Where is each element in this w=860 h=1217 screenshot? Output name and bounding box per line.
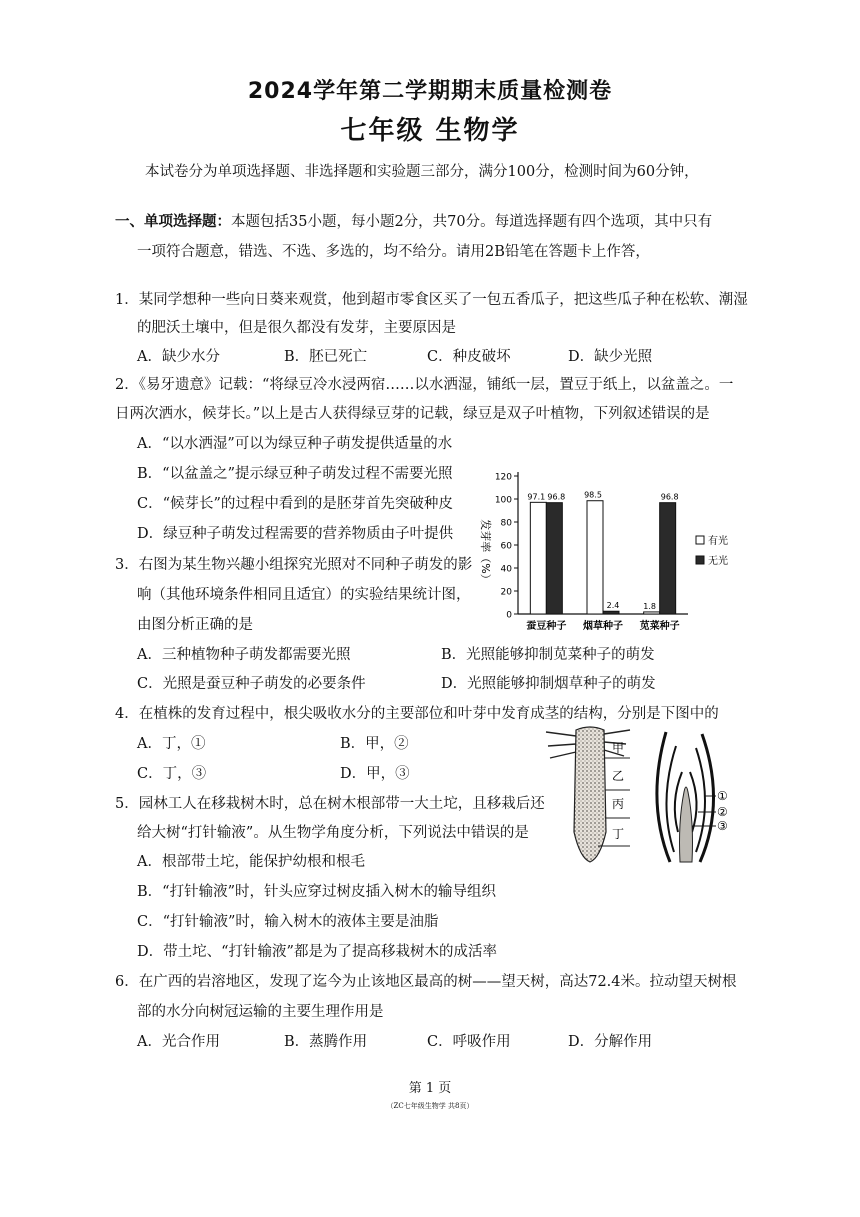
chart-bar bbox=[546, 503, 562, 614]
chart-data-label: 96.8 bbox=[660, 492, 679, 502]
q5-option-a: A．根部带土坨，能保护幼根和根毛 bbox=[137, 854, 365, 870]
chart-bar bbox=[644, 612, 660, 614]
q3-option-d: D．光照能够抑制烟草种子的萌发 bbox=[441, 676, 656, 692]
section-text-line1: 本题包括35小题，每小题2分，共70分。每道选择题有四个选项，其中只有 bbox=[231, 214, 713, 230]
q6-option-b: B．蒸腾作用 bbox=[284, 1034, 368, 1050]
chart-data-label: 96.8 bbox=[547, 492, 566, 502]
q4-line1: 4．在植株的发育过程中，根尖吸收水分的主要部位和叶芽中发育成茎的结构，分别是下图中的 bbox=[115, 706, 719, 722]
chart-ytick-label: 0 bbox=[506, 610, 512, 621]
root-tip-shape bbox=[574, 727, 606, 862]
q4-option-a: A．丁，① bbox=[137, 736, 206, 752]
q6-line2: 部的水分向树冠运输的主要生理作用是 bbox=[137, 1004, 384, 1020]
section-heading: 一、单项选择题： bbox=[115, 214, 231, 230]
q2-option-d: D．绿豆种子萌发过程需要的营养物质由子叶提供 bbox=[137, 526, 454, 542]
chart-data-label: 97.1 bbox=[527, 492, 546, 502]
chart-ytick-label: 100 bbox=[494, 495, 512, 506]
chart-legend-swatch bbox=[696, 536, 704, 544]
root-tip-diagram bbox=[538, 722, 638, 870]
page-number: 第 1 页 bbox=[408, 1081, 452, 1096]
chart-bar bbox=[660, 503, 676, 614]
q2-line2: 日两次洒水，候芽长。”以上是古人获得绿豆芽的记载，绿豆是双子叶植物，下列叙述错误的是 bbox=[115, 406, 710, 422]
chart-legend-swatch bbox=[696, 556, 704, 564]
q3-option-c: C．光照是蚕豆种子萌发的必要条件 bbox=[137, 676, 366, 692]
chart-ytick-label: 40 bbox=[500, 564, 512, 575]
chart-bar bbox=[603, 611, 619, 614]
q6-option-d: D．分解作用 bbox=[568, 1034, 653, 1050]
chart-ytick-label: 80 bbox=[500, 518, 512, 529]
q1-option-c: C．种皮破坏 bbox=[427, 349, 511, 365]
chart-bar bbox=[587, 501, 603, 614]
chart-category-label: 烟草种子 bbox=[583, 621, 623, 632]
q2-option-b: B．“以盆盖之”提示绿豆种子萌发过程不需要光照 bbox=[137, 466, 453, 482]
chart-ytick-label: 120 bbox=[494, 472, 512, 483]
q3-option-b: B．光照能够抑制苋菜种子的萌发 bbox=[441, 647, 655, 663]
page-subtitle: 七年级 生物学 bbox=[340, 116, 520, 146]
chart-data-label: 1.8 bbox=[643, 601, 657, 611]
germination-chart bbox=[470, 462, 740, 642]
q6-option-a: A．光合作用 bbox=[137, 1034, 220, 1050]
page-title: 2024学年第二学期期末质量检测卷 bbox=[247, 79, 613, 104]
q1-option-d: D．缺少光照 bbox=[568, 349, 653, 365]
root-label-yi: 乙 bbox=[612, 769, 625, 783]
chart-ytick-label: 60 bbox=[500, 541, 512, 552]
q3-line3: 由图分析正确的是 bbox=[137, 617, 253, 633]
section-text-line2: 一项符合题意，错选、不选、多选的，均不给分。请用2B铅笔在答题卡上作答， bbox=[137, 244, 650, 260]
q2-option-a: A．“以水洒湿”可以为绿豆种子萌发提供适量的水 bbox=[137, 436, 453, 452]
chart-category-label: 蚕豆种子 bbox=[526, 621, 567, 632]
chart-ylabel: 发芽率（%） bbox=[479, 519, 492, 585]
chart-legend-label: 有光 bbox=[708, 536, 728, 547]
chart-legend-label: 无光 bbox=[708, 556, 728, 567]
q3-line1: 3．右图为某生物兴趣小组探究光照对不同种子萌发的影 bbox=[115, 557, 473, 573]
q2-option-c: C．“候芽长”的过程中看到的是胚芽首先突破种皮 bbox=[137, 496, 453, 512]
bud-label-3: ③ bbox=[717, 819, 728, 833]
q5-option-c: C．“打针输液”时，输入树木的液体主要是油脂 bbox=[137, 914, 439, 930]
q1-option-b: B．胚已死亡 bbox=[284, 349, 368, 365]
q5-option-b: B．“打针输液”时，针头应穿过树皮插入树木的输导组织 bbox=[137, 884, 496, 900]
page-footer-note: （ZC七年级生物学 共8页） bbox=[386, 1102, 474, 1110]
root-label-ding: 丁 bbox=[612, 827, 625, 841]
root-label-jia: 甲 bbox=[612, 741, 625, 755]
chart-data-label: 98.5 bbox=[584, 490, 602, 500]
root-label-bing: 丙 bbox=[612, 797, 625, 811]
q1-line2: 的肥沃土壤中，但是很久都没有发芽，主要原因是 bbox=[137, 320, 456, 336]
chart-category-label: 苋菜种子 bbox=[639, 621, 680, 632]
q3-line2: 响（其他环境条件相同且适宜）的实验结果统计图， bbox=[137, 587, 471, 603]
section-heading-line bbox=[115, 210, 712, 231]
q4-option-d: D．甲，③ bbox=[340, 766, 410, 782]
q4-option-c: C．丁，③ bbox=[137, 766, 207, 782]
bud-label-1: ① bbox=[717, 789, 728, 803]
q1-line1: 1．某同学想种一些向日葵来观赏，他到超市零食区买了一包五香瓜子，把这些瓜子种在松软、潮湿 bbox=[115, 292, 748, 308]
leaf-bud-diagram bbox=[640, 722, 740, 872]
chart-ylabel-group bbox=[479, 519, 493, 584]
instructions: 本试卷分为单项选择题、非选择题和实验题三部分，满分100分，检测时间为60分钟， bbox=[145, 164, 699, 180]
q4-option-b: B．甲，② bbox=[340, 736, 409, 752]
q3-option-a: A．三种植物种子萌发都需要光照 bbox=[137, 647, 351, 663]
bud-label-2: ② bbox=[717, 805, 728, 819]
q1-option-a: A．缺少水分 bbox=[137, 349, 220, 365]
q6-option-c: C．呼吸作用 bbox=[427, 1034, 511, 1050]
chart-data-label: 2.4 bbox=[606, 601, 620, 611]
chart-bar bbox=[530, 502, 546, 614]
q5-line2: 给大树“打针输液”。从生物学角度分析，下列说法中错误的是 bbox=[137, 825, 529, 841]
leaf-bud-axis bbox=[680, 787, 693, 862]
chart-ytick-label: 20 bbox=[500, 587, 512, 598]
q5-option-d: D．带土坨、“打针输液”都是为了提高移栽树木的成活率 bbox=[137, 944, 497, 960]
q2-line1: 2．《易牙遗意》记载：“将绿豆冷水浸两宿……以水洒湿，铺纸一层，置豆于纸上，以盆盖之。一 bbox=[115, 377, 734, 393]
q5-line1: 5．园林工人在移栽树木时，总在树木根部带一大土坨，且移栽后还 bbox=[115, 796, 545, 812]
q6-line1: 6．在广西的岩溶地区，发现了迄今为止该地区最高的树——望天树，高达72.4米。拉动望天树根 bbox=[115, 974, 737, 990]
